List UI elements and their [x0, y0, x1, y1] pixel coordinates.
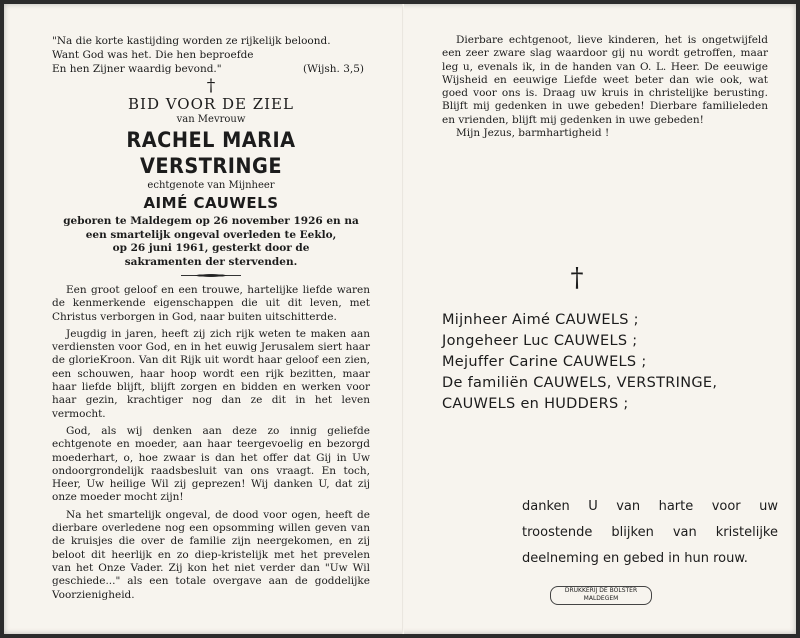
family-member: Jongeheer Luc CAUWELS ;: [442, 333, 638, 350]
spouse-name: AIMÉ CAUWELS: [143, 194, 279, 212]
spouse-prefix: echtgenote van Mijnheer: [147, 180, 275, 191]
cross-icon: †: [206, 76, 216, 96]
center-fold: [402, 4, 404, 634]
life-dates: [52, 215, 370, 269]
prayer-heading: BID VOOR DE ZIEL: [128, 95, 294, 113]
family-list: [442, 310, 768, 415]
quote-line: "Na die korte kastijding worden ze rijkelijk beloond.: [52, 35, 331, 47]
right-page: [442, 34, 778, 602]
farewell-text: Dierbare echtgenoot, lieve kinderen, het is ongetwijfeld een zeer zware slag waardoor gij nu wordt getroffen, maar leg u, evenals ik, in de handen van O. L. Heer. De eeuwige Wijsheid en eeuwige Liefde weet beter dan wie ook, wat goed voor ons is. Draag uw kruis in christelijke berusting. Blijft mij gedenken in uwe gebeden! Dierbare familieleden en vrienden, blijft mij gedenken in uwe gebeden!: [442, 34, 768, 126]
memorial-card: [4, 4, 796, 634]
family-member: Mejuffer Carine CAUWELS ;: [442, 354, 647, 371]
deceased-name: RACHEL MARIA VERSTRINGE: [126, 128, 296, 178]
quote-line: En hen Zijner waardig bevond.": [52, 63, 222, 75]
printer-name: DRUKKERIJ DE BOLSTER: [564, 587, 638, 594]
quote-line: Want God was het. Die hen beproefde: [52, 49, 254, 61]
printer-stamp: [550, 586, 652, 605]
tribute-paragraph: Na het smartelijk ongeval, de dood voor ogen, heeft de dierbare overledene nog een opsomming willen geven van de kruisjes die over de familie zijn neergekomen, en zij beloot dit heerlijk en zo diep-kristelijk met het prevelen van het Onze Vader. Zij kon het niet verder dan "Uw Wil geschiede..." als een totale overgave aan de goddelijke Voorzienigheid.: [52, 508, 370, 601]
printer-city: MALDEGEM: [583, 594, 619, 602]
dates-line: op 26 juni 1961, gesterkt door de: [112, 242, 310, 254]
tribute-paragraph: God, als wij denken aan deze zo innig geliefde echtgenote en moeder, aan haar teergevoelig en bezorgd moederhart, o, hoe zwaar is dan het offer dat Gij in Uw ondoorgrondelijk raadsbesluit van ons vraagt. En toch, Heer, Uw heilige Wil zij geprezen! Wij danken U, dat zij onze moeder mocht zijn!: [52, 424, 370, 504]
dates-line: geboren te Maldegem op 26 november 1926 en na: [63, 215, 359, 227]
cross-icon: †: [570, 263, 584, 294]
tribute-paragraph: Jeugdig in jaren, heeft zij zich rijk weten te maken aan verdiensten voor God, en in het euwig Jerusalem siert haar de glorieKroon. Van dit Rijk uit wordt haar geloof een zien, een schouwen, haar hoop wordt een rijk bezitten, maar haar liefde blijft, blijft zorgen en bidden en werken voor haar gezin, krachtiger nog dan ze dit in het leven vermocht.: [52, 327, 370, 420]
tribute-paragraph: Een groot geloof en een trouwe, hartelijke liefde waren de kenmerkende eigenschappen die uit dit leven, met Christus verborgen in God, naar buiten uitschitterde.: [52, 284, 370, 323]
family-member: Mijnheer Aimé CAUWELS ;: [442, 312, 639, 329]
family-member: De familiën CAUWELS, VERSTRINGE,: [442, 375, 718, 392]
dates-line: sakramenten der stervenden.: [124, 255, 298, 268]
thanks-text: danken U van harte voor uw troostende blijken van kristelijke deelneming en gebed in hun rouw.: [522, 499, 778, 566]
quote-reference: (Wijsh. 3,5): [303, 63, 364, 75]
family-member: CAUWELS en HUDDERS ;: [442, 396, 629, 413]
closing-prayer: Mijn Jezus, barmhartigheid !: [456, 127, 610, 140]
left-page: [52, 34, 370, 606]
ornamental-divider: [181, 273, 241, 278]
scripture-quote: [52, 34, 370, 76]
title-prefix: van Mevrouw: [176, 114, 246, 125]
dates-line: een smartelijk ongeval overleden te Eeklo,: [85, 228, 337, 241]
